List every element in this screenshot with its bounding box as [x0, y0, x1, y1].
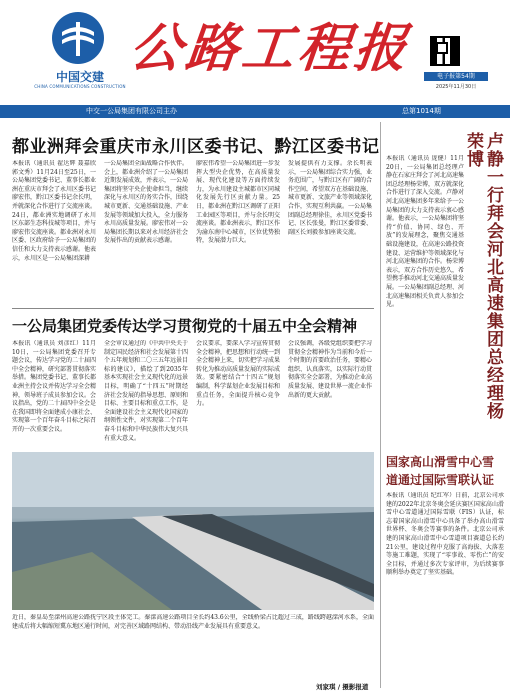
- article2-col1: 本报讯（通讯员 刘彦红）11月10日，一公局集团党委召开专题会议，传达学习党的二十届四中全会精神，研究部署贯彻落实举措。集团党委书记、董事长都业洲主持会议并传达学习全会精神，领导班子成员参加会议。会议指出，党的二十届四中全会是在我国即将全面建成小康社会、实现第一个百年奋斗目标之际召开的一次重要会议。: [12, 340, 96, 433]
- article2-col3: 会议要求，要深入学习宣传贯彻全会精神，把思想和行动统一到全会精神上来，切实把学习成果转化为推动高质量发展的实际成效。要紧密结合“十四五”规划编制，科学谋划企业发展目标和重点任务，全面提升核心竞争力。: [196, 340, 280, 408]
- article1-col3: 廖宏伟希望一公局集团进一步发挥大型央企优势，在高质量发展、现代化建设等方面持续发力，为永川建设主城都市区同城化发展先行区贡献力量。25日，都业洲在黔江区调研了正阳工业园区等项目，并与余长明交流座谈。都业洲表示，黔江区作为渝东南中心城市，区位优势独特，发展潜力巨大。: [196, 160, 280, 245]
- article1-col1: 本报讯（通讯员 翟达辉 聂嘉欣 郭文秀）11月24日至25日，一公局集团党委书记、董事长都业洲在重庆市拜会了永川区委书记廖宏伟，黔江区委书记余长明，并就深化合作进行了交流座谈。24日，都业洲实地调研了永川区东部生态科技城等项目，并与廖宏伟交流座谈。都业洲对永川区委、区政府给予一公局集团的信任和大力支持表示感谢。他表示，永川区是一公局集团深耕: [12, 160, 96, 262]
- article1-col2: 一公局集团全面战略合作伙伴。会上，都业洲介绍了一公局集团近期发展成效，并表示，一公局集团将坚守央企使命担当，继续深化与永川区的务实合作，围绕城市更新、交通基础设施、产业发展等领域加大投入，全力服务永川高质量发展。廖宏伟对一公局集团长期以来对永川经济社会发展作出的贡献表示感谢。: [104, 160, 188, 245]
- info-bar: [0, 105, 510, 118]
- article2-col4: 会议强调，各级党组织要把学习贯彻全会精神作为当前和今后一个时期的首要政治任务，要精心组织、认真落实，以实际行动贯彻落实全会部署，为推动企业高质量发展、建设世界一流企业作出新的更大贡献。: [288, 340, 372, 399]
- photo-caption: 近日，秦皇岛至滦州高速公路抚宁区段主体完工。秦滦高速公路项目全长约43.6公里，全线桥梁占比超过三成，路线跨越滦河水系，全面建成后将大幅缩短冀东地区通行时间，对完善区域路网结构、带动沿线产业发展具有重要意义。: [12, 614, 374, 630]
- publisher: 中交一公局集团有限公司主办: [86, 107, 177, 115]
- divider: [12, 308, 374, 309]
- masthead: [0, 0, 510, 98]
- article1-headline[interactable]: 都业洲拜会重庆市永川区委书记、黔江区委书记: [12, 137, 380, 157]
- feature-vertical-title[interactable]: 卢静一行拜会河北高速集团总经理杨荣博: [463, 132, 503, 420]
- qr-code-icon[interactable]: [430, 36, 460, 66]
- feature-body: 本报讯（通讯员 庞健）11月20日，一公局集团总经理卢静在石家庄拜会了河北高速集团总经理杨荣博，双方就深化合作进行了深入交流。卢静对河北高速集团多年来给予一公局集团的大力支持表示衷心感谢。他表示，一公局集团将坚持“价值、协同、绿色、开放”的发展理念，聚焦交通基础设施建设，在高速公路投资建设、运营维护等领域深化与河北高速集团的合作。杨荣博表示，双方合作历史悠久，希望携手推动河北交通高质量发展。一公局集团副总经理、河北高速集团相关负责人参加会见。: [386, 155, 464, 309]
- edition-label: 电子报第54期: [424, 72, 488, 81]
- article1-body: [12, 160, 374, 306]
- ccc-logo-icon: [52, 12, 104, 64]
- article1-col4: 发展提供有力支撑。余长明表示，一公局集团综合实力强，业务范围广，与黔江区有广阔的合作空间，希望双方在基础设施、城市更新、文旅产业等领域深化合作，实现互利共赢。一公局集团副总经理徐佳，永川区党委书记、区长张曼，黔江区委常委、副区长刘毅参加座谈交流。: [288, 160, 372, 236]
- article2-headline[interactable]: 一公局集团党委传达学习贯彻党的十届五中全会精神: [12, 317, 358, 335]
- feature2-headline[interactable]: 国家高山滑雪中心雪道通过国际雪联认证: [386, 455, 495, 487]
- photo-credit: 刘家琪 / 摄影报道: [316, 683, 369, 691]
- feature2-body: 本报讯（通讯员 纪红军）日前，北京公司承建的2022年北京冬奥会延庆赛区国家高山滑雪中心雪道通过国际雪联（FIS）认证，标志着国家高山滑雪中心具备了举办高山滑雪世界杯、冬奥会等赛事的条件。北京公司承建的国家高山滑雪中心雪道项目赛道总长约21公里，建设过程中克服了高海拔、大落差等施工难题，实现了“零事故、零伤亡”的安全目标，并通过多次专家评审，为后续赛事顺利举办奠定了坚实基础。: [386, 492, 504, 577]
- logo-subtext: CHINA COMMUNICATIONS CONSTRUCTION: [34, 84, 126, 89]
- column-divider: [380, 122, 381, 688]
- logo-name: 中国交建: [55, 70, 104, 84]
- article2-body: [12, 340, 374, 446]
- bridge-photo[interactable]: [12, 452, 374, 610]
- paper-title: 公路工程报: [126, 18, 414, 79]
- article2-col2: 全会审议通过的《中共中央关于制定国民经济和社会发展第十四个五年规划和二〇三五年远景目标的建议》，描绘了到2035年基本实现社会主义现代化的远景目标，明确了“十四五”时期经济社会发展的指导思想、原则和目标、主要目标和重点工作，是全面建设社会主义现代化国家的纲领性文件，对实现第二个百年奋斗目标和中华民族伟大复兴具有重大意义。: [104, 340, 188, 442]
- issue-date: 2025年11月30日: [435, 84, 477, 90]
- issue-number: 总第1014期: [402, 107, 441, 115]
